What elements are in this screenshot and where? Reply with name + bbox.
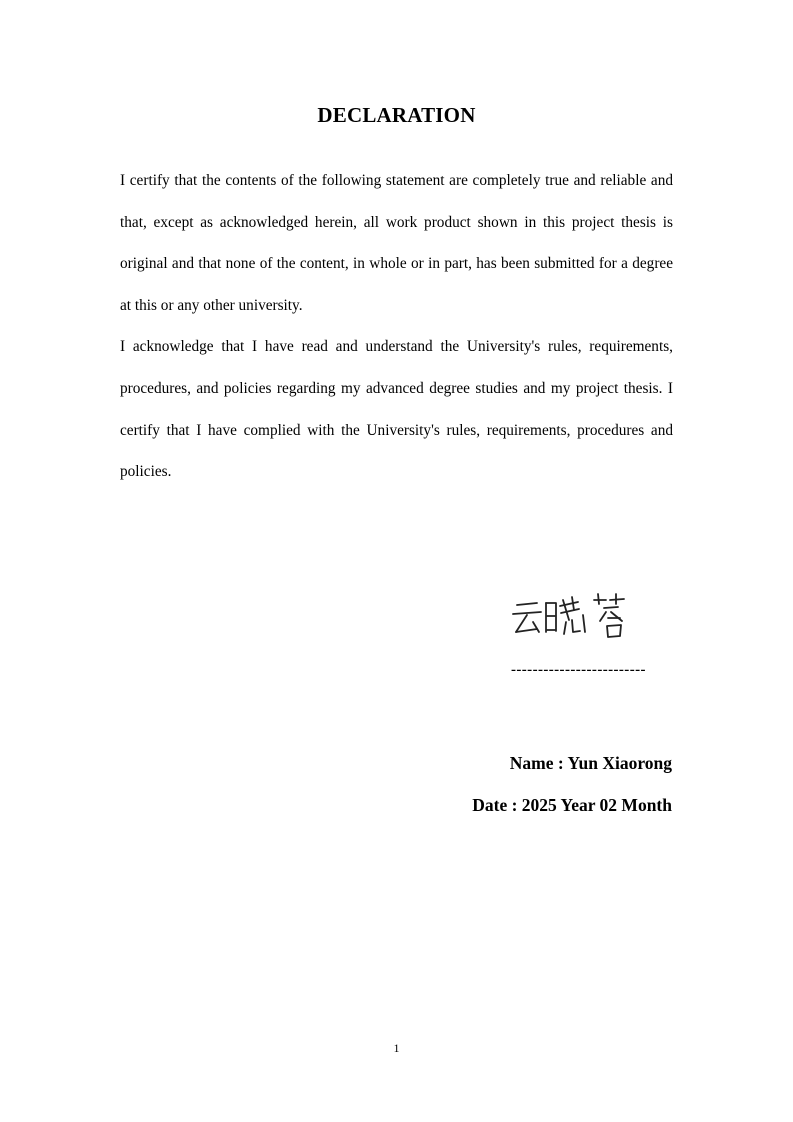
declaration-paragraph: I certify that the contents of the following statement are completely true and reliable and that, except as acknowledged herein, all work product shown in this project thesis is original and that none of the content, in whole or in part, has been submitted for a degree at this or any other university.: [120, 172, 673, 314]
signature-line: -------------------------: [511, 662, 646, 678]
page-title: DECLARATION: [317, 103, 476, 127]
name-line: Name : Yun Xiaorong: [509, 753, 672, 773]
page-number: 1: [393, 1041, 400, 1055]
declaration-paragraph: I acknowledge that I have read and understand the University's rules, requirements, procedures, and policies regarding my advanced degree studies and my project thesis. I certify that I have complied with the University's rules, requirements, procedures and policies.: [120, 338, 673, 481]
declaration-body: [120, 160, 673, 493]
signatory-details: [472, 742, 672, 826]
date-line: Date : 2025 Year 02 Month: [472, 795, 672, 815]
handwritten-signature: [508, 588, 638, 648]
